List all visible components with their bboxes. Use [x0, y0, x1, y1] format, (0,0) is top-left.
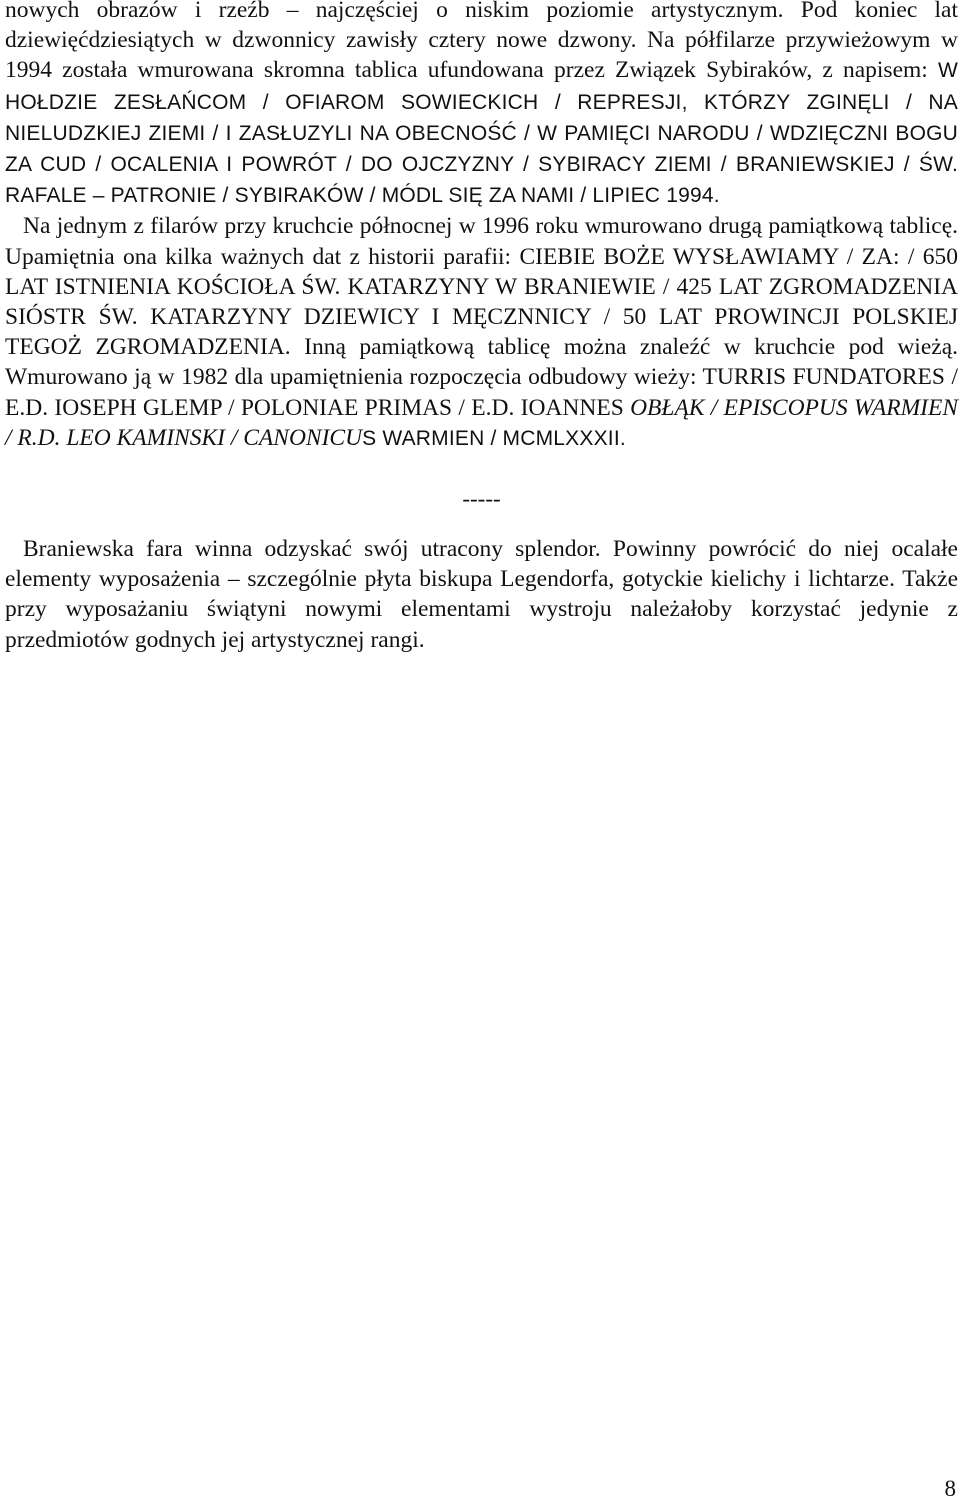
plaque-inscription-latin-tail: S WARMIEN / MCMLXXXII.	[362, 426, 626, 450]
paragraph-bell-plaque	[5, 0, 958, 211]
plaque-inscription-latin-italic: OBŁĄK / EPISCOPUS WARMIEN / R.D. LEO KAMINSKI / CANONICU	[5, 394, 959, 451]
section-separator: -----	[462, 486, 501, 512]
page-number: 8	[944, 1476, 956, 1501]
paragraph-conclusion: Braniewska fara winna odzyskać swój utracony splendor. Powinny powrócić do niej ocalałe elementy wyposażenia – szczególnie płyta biskupa Legendorfa, gotyckie kielichy i lichtarze. Także przy wyposażaniu świątyni nowymi elementami wystroju należałoby korzystać jedynie z przedmiotów godnych jej artystycznej rangi.	[5, 536, 958, 653]
paragraph-second-plaque	[5, 211, 958, 454]
paragraph-text: nowych obrazów i rzeźb – najczęściej o niskim poziomie artystycznym. Pod koniec lat dziewięćdziesiątych w dzwonnicy zawisły cztery nowe dzwony. Na półfilarze przywieżowym w 1994 została wmurowana skromna tablica ufundowana przez Związek Sybiraków, z napisem:	[5, 0, 958, 84]
paragraph-text: Inną pamiątkową tablicę można znaleźć w kruchcie pod wieżą. Wmurowano ją w 1982 dla upamiętnienia rozpoczęcia odbudowy wieży:	[5, 334, 959, 391]
document-page	[5, 0, 958, 655]
plaque-inscription-latin: TURRIS FUNDATORES / E.D. IOSEPH GLEMP / POLONIAE PRIMAS / E.D. IOANNES	[5, 364, 958, 421]
plaque-inscription-parish: CIEBIE BOŻE WYSŁAWIAMY / ZA: / 650 LAT ISTNIENIA KOŚCIOŁA ŚW. KATARZYNY W BRANIEWIE / 425 LAT ZGROMADZENIA SIÓSTR ŚW. KATARZYNY DZIEWICY I MĘCZNNICY / 50 LAT PROWINCJI POLSKIEJ TEGOŻ ZGROMADZENIA.	[5, 243, 958, 361]
paragraph-text: Na jednym z filarów przy kruchcie północnej w 1996 roku wmurowano drugą pamiątkową tablicę. Upamiętnia ona kilka ważnych dat z historii parafii:	[5, 213, 958, 270]
plaque-inscription-sybiracy: W HOŁDZIE ZESŁAŃCOM / OFIAROM SOWIECKICH / REPRESJI, KTÓRZY ZGINĘLI / NA NIELUDZKIEJ ZIEMI / I ZASŁUZYLI NA OBECNOŚĆ / W PAMIĘCI NARODU / WDZIĘCZNI BOGU ZA CUD / OCALENIA I POWRÓT / DO OJCZYZNY / SYBIRACY ZIEMI / BRANIEWSKIEJ / ŚW. RAFALE – PATRONIE / SYBIRAKÓW / MÓDL SIĘ ZA NAMI / LIPIEC 1994.	[5, 59, 958, 208]
